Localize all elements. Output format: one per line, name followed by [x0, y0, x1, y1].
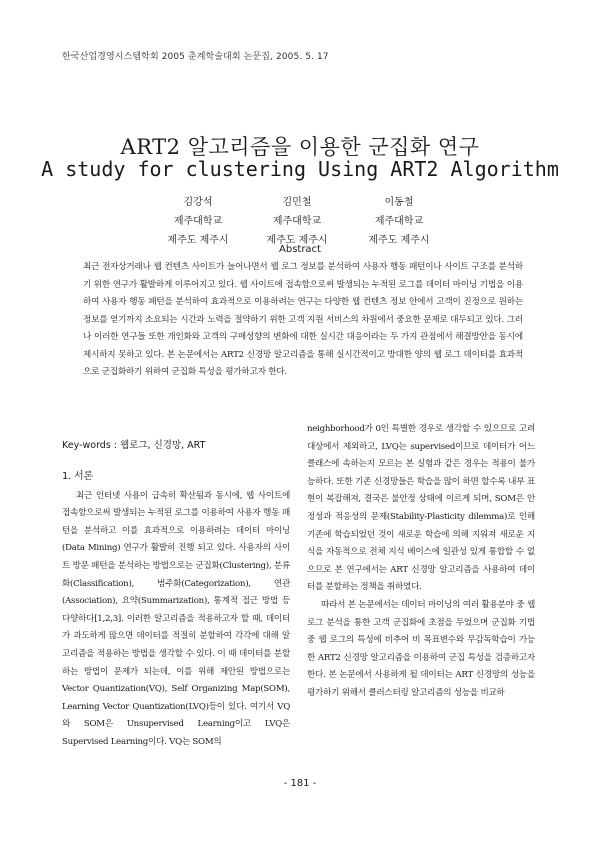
page-number: - 181 -	[283, 778, 317, 789]
title-korean: ART2 알고리즘을 이용한 군집화 연구	[120, 135, 480, 159]
left-column	[62, 462, 290, 752]
author-affiliation: 제주대학교	[173, 216, 223, 227]
author-affiliation: 제주대학교	[374, 216, 424, 227]
abstract-heading: Abstract	[279, 244, 321, 255]
author-location: 제주도 제주시	[368, 235, 430, 246]
author-name: 김강석	[183, 197, 213, 208]
body-paragraph: 따라서 본 논문에서는 데이터 마이닝의 여러 활용분야 중 웹 로그 분석을 통한 고객 군집화에 초점을 두었으며 군집화 기법 중 웹 로그의 특성에 비추어 비 목표변수와 무감독학습이 가능한 ART2 신경망 알고리즘을 이용하여 군집 특성을 검증하고자 한다. 본 논문에서 사용하게 될 데이터는 ART 신경망의 성능을 평가하기 위해서 클러스터링 알고리즘의 성능을 비교하	[307, 599, 535, 698]
author-location: 제주도 제주시	[167, 235, 229, 246]
title-english: A study for clustering Using ART2 Algorithm	[41, 157, 559, 181]
right-column	[307, 421, 535, 703]
journal-header: 한국산업경영시스템학회 2005 춘계학술대회 논문집, 2005. 5. 17	[62, 52, 329, 62]
author-3	[334, 193, 464, 250]
author-name: 이동철	[384, 197, 414, 208]
author-affiliation: 제주대학교	[272, 216, 322, 227]
body-paragraph: neighborhood가 0인 특별한 경우로 생각할 수 있으므로 고려 대상에서 제외하고, LVQ는 supervised이므로 데이터가 어느 클래스에 속하는지 모르는 본 실험과 같은 경우는 적용이 불가능하다. 또한 기존 신경망들은 학습을 많이 하면 할수록 내부 표현이 복잡해져, 결국은 불안정 상태에 이르게 되며, SOM은 안정성과 적응성의 문제(Stability-Plasticity dilemma)로 인해 기존에 학습되었던 것이 새로운 학습에 의해 지워져 새로운 지식을 자동적으로 전체 지식 베이스에 일관성 있게 통합할 수 없으므로 본 연구에서는 ART 신경망 알고리즘을 사용하여 데이터를 분할하는 정책을 취하였다.	[307, 424, 535, 593]
author-name: 김민철	[282, 197, 312, 208]
keywords-line: Key-words : 웹로그, 신경망, ART	[62, 440, 206, 451]
author-location: 제주도 제주시	[266, 235, 328, 246]
section-heading: 1. 서론	[62, 471, 93, 482]
body-paragraph: 최근 인터넷 사용이 급속히 확산됨과 동시에, 웹 사이트에 접속함으로써 발생되는 누적된 로그를 이용하여 사용자 행동 패턴을 분석하고 이를 효과적으로 이용하려는 데이터 마이닝(Data Mining) 연구가 활발히 진행 되고 있다. 사용자의 사이트 방문 패턴을 분석하는 방법으로는 군집화(Clustering), 분류화(Classification), 범주화(Categorization), 연관(Association), 요약(Summarization), 통계적 접근 방법 등 다양하다[1,2,3]. 이러한 알고리즘을 적용하고자 할 때, 데이터가 과도하게 많으면 데이터를 적절히 분할하여 각각에 대해 알고리즘을 적용하는 방법을 생각할 수 있다. 이 때 데이터를 분할하는 방법이 문제가 되는데, 이를 위해 제안된 방법으로는 Vector Quantization(VQ), Self Organizing Map(SOM), Learning Vector Quantization(LVQ)등이 있다. 여기서 VQ와 SOM은 Unsupervised Learning이고 LVQ은 Supervised Learning이다. VQ는 SOM의	[62, 490, 290, 747]
abstract-text: 최근 전자상거래나 웹 컨텐츠 사이트가 늘어나면서 웹 로그 정보를 분석하여 사용자 행동 패턴이나 사이트 구조를 분석하기 위한 연구가 활발하게 이루어지고 있다. 웹 사이트에 접속함으로써 발생되는 누적된 로그를 데이터 마이닝 기법을 이용하여 사용자 행동 패턴을 분석하여 효과적으로 이용하려는 연구는 다양한 웹 컨텐츠 정보 안에서 고객이 진정으로 원하는 정보를 얻기까지 소요되는 시간과 노력을 절약하기 위한 고객 지원 서비스의 차원에서 중요한 문제로 대두되고 있다. 그러나 이러한 연구들 또한 개인화와 고객의 구매성향의 변화에 대한 실시간 대응이라는 두 가지 관점에서 해결방안을 동시에 제시하지 못하고 있다. 본 논문에서는 ART2 신경망 알고리즘을 통해 실시간적이고 방대한 양의 웹 로그 데이터를 효과적으로 군집화하기 위하여 군집화 특성을 평가하고자 한다.	[83, 262, 523, 377]
